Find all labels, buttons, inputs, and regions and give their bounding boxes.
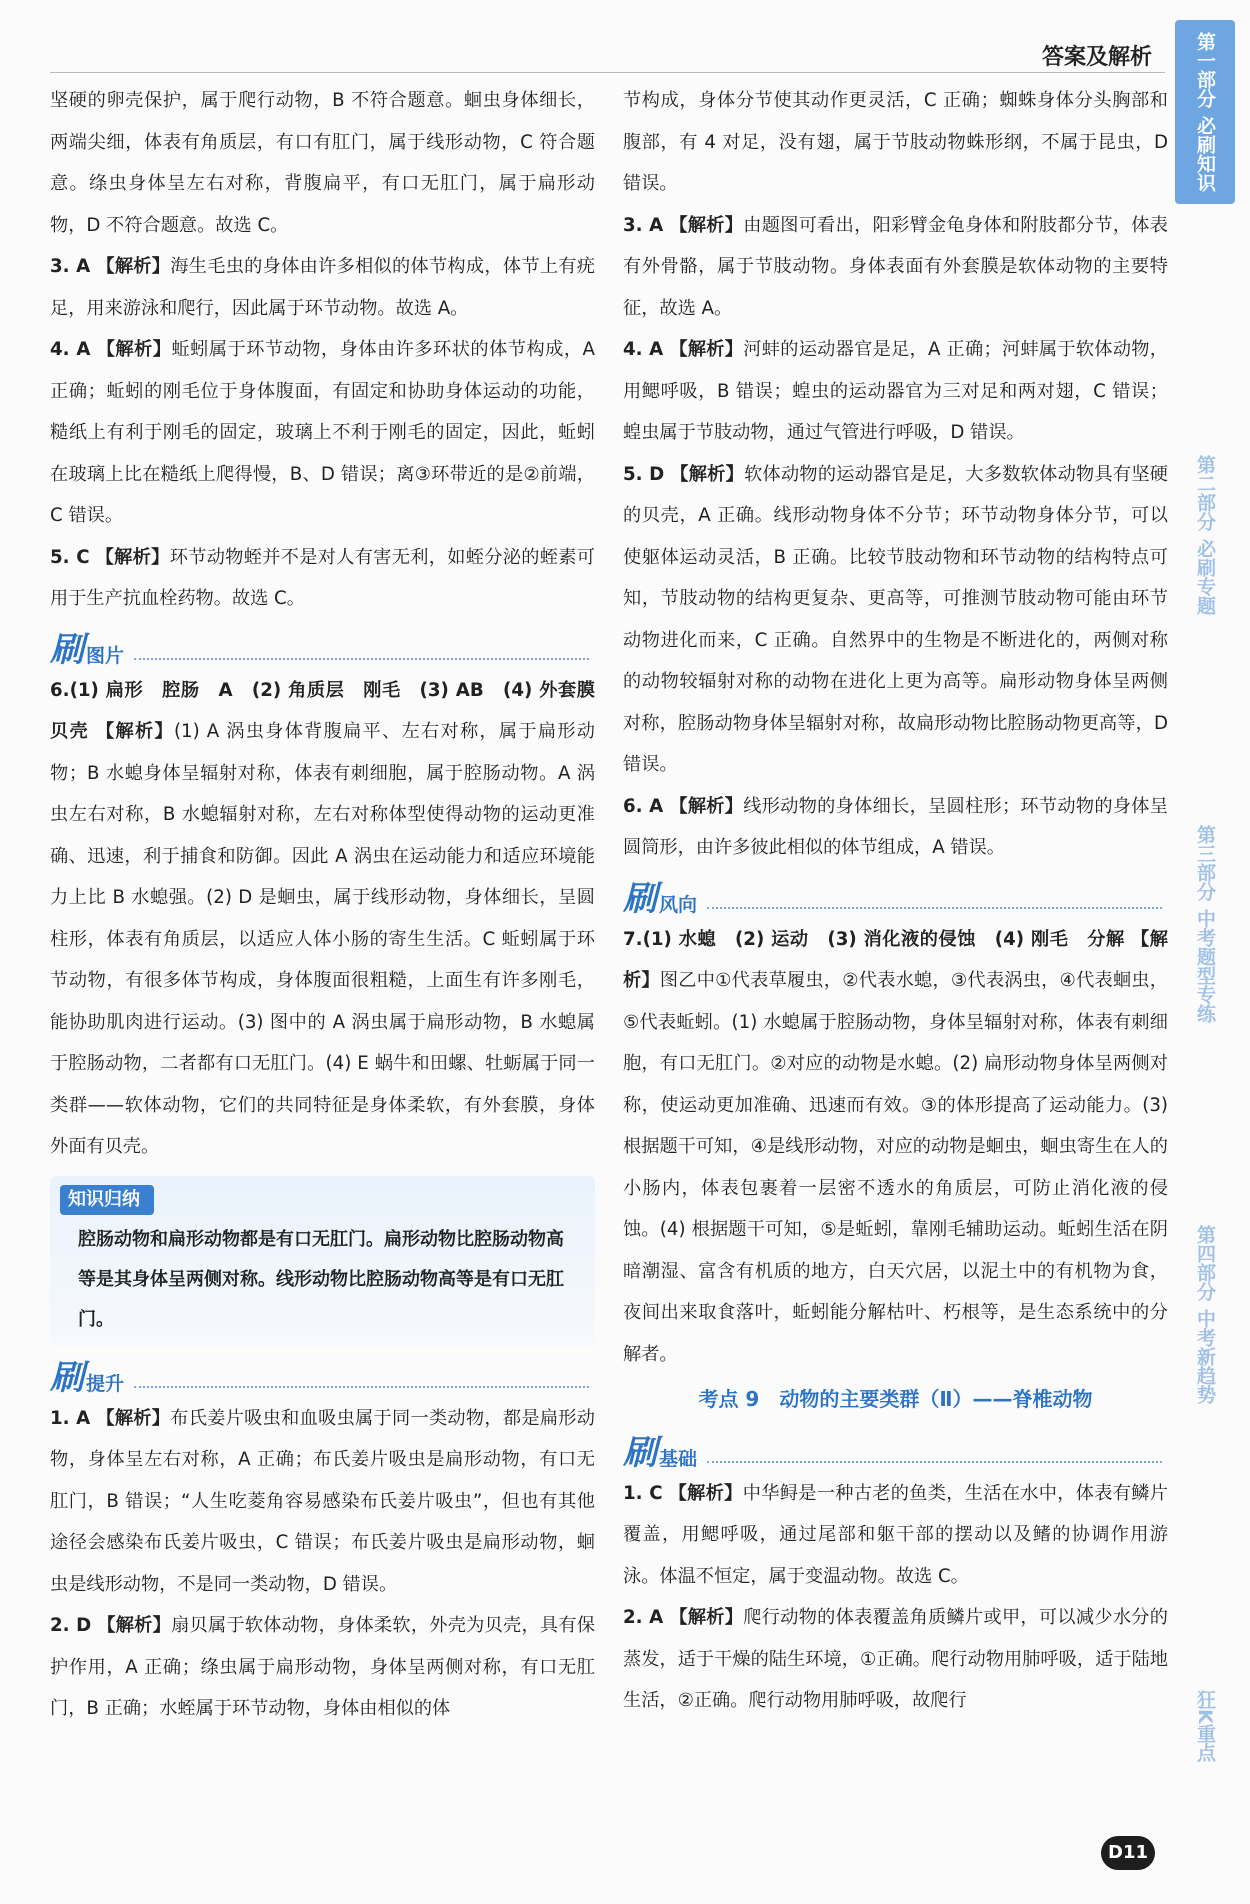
answer-item: 4. A 【解析】河蚌的运动器官是足，A 正确；河蚌属于软体动物，用鳃呼吸，B 错误；蝗虫的运动器官为三对足和两对翅，C 错误；蝗虫属于节肢动物，通过气管进行呼吸，D 错误。 [623, 339, 1168, 443]
header-title: 答案及解析 [1041, 45, 1152, 70]
page-number: D11 [1101, 1836, 1155, 1870]
side-tab-part1[interactable]: 第一部分 必刷知识 [1175, 20, 1235, 204]
side-tab-part4[interactable]: 第四部分 中考新趋势 [1194, 1225, 1216, 1404]
answer-item: 5. D 【解析】软体动物的运动器官是足，大多数软体动物具有坚硬的贝壳，A 正确。线形动物身体不分节；环节动物身体分节，可以使躯体运动灵活，B 正确。比较节肢动物和环节动物的结构特点可知，节肢动物的结构更复杂、更高等，可推测节肢动物可能由环节动物进化而来，C 正确。自然界中的生物是不断进化的，两侧对称的动物较辐射对称的动物在进化上更为高等。扁形动物身体呈两侧对称，腔肠动物身体呈辐射对称，故扁形动物比腔肠动物更高等，D 错误。 [623, 463, 1168, 775]
section-heading: 刷 图片 [50, 622, 595, 670]
paragraph: 节构成，身体分节使其动作更灵活，C 正确；蜘蛛身体分头胸部和腹部，有 4 对足，没有翅，属于节肢动物蛛形纲，不属于昆虫，D 错误。 [623, 90, 1168, 194]
paragraph: 坚硬的卵壳保护，属于爬行动物，B 不符合题意。蛔虫身体细长，两端尖细，体表有角质层，有口有肛门，属于线形动物，C 符合题意。绦虫身体呈左右对称，背腹扁平，有口无肛门，属于扁形动物，D 不符合题意。故选 C。 [50, 90, 595, 236]
knowledge-text: 腔肠动物和扁形动物都是有口无肛门。扁形动物比腔肠动物高等是其身体呈两侧对称。线形动物比腔肠动物高等是有口无肛门。 [78, 1228, 564, 1330]
answer-item: 2. A 【解析】爬行动物的体表覆盖角质鳞片或甲，可以减少水分的蒸发，适于干燥的陆生环境，①正确。爬行动物用肺呼吸，适于陆地生活，②正确。爬行动物用肺呼吸，故爬行 [623, 1607, 1168, 1711]
answer-item: 1. C 【解析】中华鲟是一种古老的鱼类，生活在水中，体表有鳞片覆盖，用鳃呼吸，通过尾部和躯干部的摆动以及鳍的协调作用游泳。体温不恒定，属于变温动物。故选 C。 [623, 1482, 1168, 1587]
right-column [623, 80, 1168, 1722]
answer-item: 5. C 【解析】环节动物蛭并不是对人有害无利，如蛭分泌的蛭素可用于生产抗血栓药物。故选 C。 [50, 546, 595, 609]
answer-item: 6. A 【解析】线形动物的身体细长，呈圆柱形；环节动物的身体呈圆筒形，由许多彼此相似的体节组成，A 错误。 [623, 795, 1168, 858]
section-heading: 刷 风向 [623, 871, 1168, 919]
answer-item: 4. A 【解析】蚯蚓属于环节动物，身体由许多环状的体节构成，A 正确；蚯蚓的刚毛位于身体腹面，有固定和协助身体运动的功能，糙纸上有利于刚毛的固定，玻璃上不利于刚毛的固定，因此，蚯蚓在玻璃上比在糙纸上爬得慢，B、D 错误；离③环带近的是②前端，C 错误。 [50, 339, 595, 526]
answer-item: 7.(1) 水螅 (2) 运动 (3) 消化液的侵蚀 (4) 刚毛 分解 【解析】图乙中①代表草履虫，②代表水螅，③代表涡虫，④代表蛔虫，⑤代表蚯蚓。(1) 水螅属于腔肠动物，身体呈辐射对称，体表有刺细胞，有口无肛门。②对应的动物是水螅。(2) 扁形动物身体呈两侧对称，使运动更加准确、迅速而有效。③的体形提高了运动能力。(3) 根据题干可知，④是线形动物，对应的动物是蛔虫，蛔虫寄生在人的小肠内，体表包裹着一层密不透水的角质层，可防止消化液的侵蚀。(4) 根据题干可知，⑤是蚯蚓，靠刚毛辅助运动。蚯蚓生活在阴暗潮湿、富含有机质的地方，白天穴居，以泥土中的有机物为食，夜间出来取食落叶，蚯蚓能分解枯叶、朽根等，是生态系统中的分解者。 [623, 928, 1168, 1365]
side-tab-part2[interactable]: 第二部分 必刷专题 [1194, 455, 1216, 615]
section-heading: 刷 提升 [50, 1350, 595, 1398]
answer-item: 2. D 【解析】扇贝属于软体动物，身体柔软，外壳为贝壳，具有保护作用，A 正确；绦虫属于扁形动物，身体呈两侧对称，有口无肛门，B 正确；水蛭属于环节动物，身体由相似的体 [50, 1615, 595, 1719]
exam-point-heading: 考点 9 动物的主要类群（Ⅱ）——脊椎动物 [698, 1387, 1093, 1411]
side-tab-part3[interactable]: 第三部分 中考题型专练 [1194, 825, 1216, 1023]
answer-item: 3. A 【解析】由题图可看出，阳彩臂金龟身体和附肢都分节，体表有外骨骼，属于节肢动物。身体表面有外套膜是软体动物的主要特征，故选 A。 [623, 214, 1168, 319]
left-column [50, 80, 614, 1730]
header-divider [50, 72, 1165, 73]
answer-item: 6.(1) 扁形 腔肠 A (2) 角质层 刚毛 (3) AB (4) 外套膜 贝壳 【解析】(1) A 涡虫身体背腹扁平、左右对称，属于扁形动物；B 水螅身体呈辐射对称，体表有刺细胞，属于腔肠动物。A 涡虫左右对称，B 水螅辐射对称，左右对称体型使得动物的运动更准确、迅速，利于捕食和防御。因此 A 涡虫在运动能力和适应环境能力上比 B 水螅强。(2) D 是蛔虫，属于线形动物，身体细长，呈圆柱形，体表有角质层，以适应人体小肠的寄生生活。C 蚯蚓属于环节动物，有很多体节构成，身体腹面很粗糙，上面生有许多刚毛，能协助肌肉进行运动。(3) 图中的 A 涡虫属于扁形动物，B 水螅属于腔肠动物，二者都有口无肛门。(4) E 蜗牛和田螺、牡蛎属于同一类群——软体动物，它们的共同特征是身体柔软，有外套膜，身体外面有贝壳。 [50, 679, 614, 1157]
side-tab-key-points[interactable]: 狂K重点 [1194, 1690, 1216, 1762]
knowledge-badge: 知识归纳 [60, 1185, 154, 1215]
answer-item: 1. A 【解析】布氏姜片吸虫和血吸虫属于同一类动物，都是扁形动物，身体呈左右对称，A 正确；布氏姜片吸虫是扁形动物，有口无肛门，B 错误；“人生吃菱角容易感染布氏姜片吸虫”，但也有其他途径会感染布氏姜片吸虫，C 错误；布氏姜片吸虫是扁形动物，蛔虫是线形动物，不是同一类动物，D 错误。 [50, 1407, 595, 1595]
knowledge-box [50, 1176, 595, 1346]
section-heading: 刷 基础 [623, 1425, 1168, 1473]
answer-item: 3. A 【解析】海生毛虫的身体由许多相似的体节构成，体节上有疣足，用来游泳和爬行，因此属于环节动物。故选 A。 [50, 256, 595, 319]
